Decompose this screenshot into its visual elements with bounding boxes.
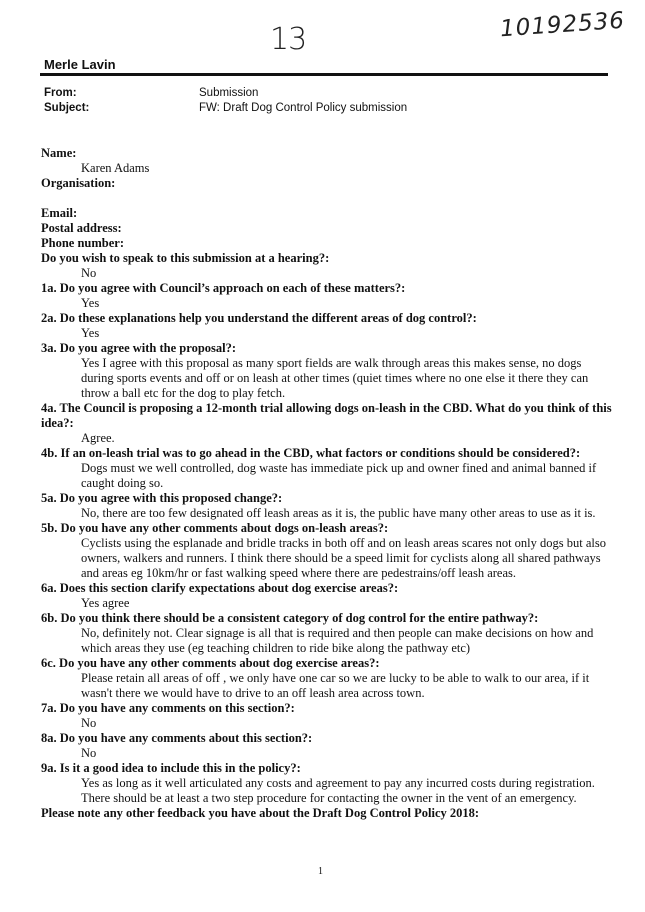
answer-8a: No	[81, 746, 97, 760]
question-hearing: Do you wish to speak to this submission at a hearing?:	[41, 251, 330, 265]
answer-5b: Cyclists using the esplanade and bridle tracks in both off and on leash areas scares not only dogs but also owners, walkers and runners. I think there should be a speed limit for cyclists along all shared pathways and areas eg 10km/hr or fast walking speed where there are pedestrains/off leash areas.	[81, 536, 606, 580]
answer-hearing: No	[81, 266, 97, 280]
name-value: Karen Adams	[81, 161, 150, 175]
answer-6a: Yes agree	[81, 596, 130, 610]
question-7a: 7a. Do you have any comments on this section?:	[41, 701, 295, 715]
organisation-label: Organisation:	[41, 176, 116, 190]
postal-address-label: Postal address:	[41, 221, 122, 235]
subject-label: Subject:	[44, 102, 90, 114]
question-6c: 6c. Do you have any other comments about dog exercise areas?:	[41, 656, 380, 670]
answer-4b: Dogs must we well controlled, dog waste has immediate pick up and owner fined and animal banned if caught doing so.	[81, 461, 597, 490]
handwritten-document-id: 10192536	[499, 7, 626, 43]
final-feedback-prompt: Please note any other feedback you have about the Draft Dog Control Policy 2018:	[41, 806, 480, 820]
sender-name: Merle Lavin	[44, 57, 116, 72]
question-6a: 6a. Does this section clarify expectations about dog exercise areas?:	[41, 581, 399, 595]
answer-4a: Agree.	[81, 431, 115, 445]
answer-6b: No, definitely not. Clear signage is all that is required and then people can make decisions on how and which areas they use (eg teaching children to ride bike along the pathway etc)	[81, 626, 594, 655]
question-1a: 1a. Do you agree with Council’s approach on each of these matters?:	[41, 281, 406, 295]
question-6b: 6b. Do you think there should be a consistent category of dog control for the entire pathway?:	[41, 611, 539, 625]
question-3a: 3a. Do you agree with the proposal?:	[41, 341, 237, 355]
phone-number-label: Phone number:	[41, 236, 124, 250]
question-4a: 4a. The Council is proposing a 12-month trial allowing dogs on-leash in the CBD. What do you think of this idea?:	[41, 401, 612, 430]
header-divider	[40, 73, 608, 76]
question-5b: 5b. Do you have any other comments about dogs on-leash areas?:	[41, 521, 389, 535]
answer-2a: Yes	[81, 326, 100, 340]
answer-9a: Yes as long as it well articulated any costs and agreement to pay any incurred costs during registration. There should be at least a two step procedure for contacting the owner in the vent of an emergency.	[81, 776, 595, 805]
answer-5a: No, there are too few designated off leash areas as it is, the public have many other areas to use as it is.	[81, 506, 596, 520]
answer-1a: Yes	[81, 296, 100, 310]
submission-form	[41, 146, 616, 821]
answer-6c: Please retain all areas of off , we only have one car so we are lucky to be able to walk to our area, if it wasn't there we would have to drive to an off leash area across town.	[81, 671, 590, 700]
page-footer-number: 1	[318, 866, 323, 877]
question-5a: 5a. Do you agree with this proposed change?:	[41, 491, 283, 505]
handwritten-page-number: 13	[270, 22, 307, 57]
name-label: Name:	[41, 146, 77, 160]
answer-7a: No	[81, 716, 97, 730]
question-2a: 2a. Do these explanations help you understand the different areas of dog control?:	[41, 311, 477, 325]
question-8a: 8a. Do you have any comments about this section?:	[41, 731, 313, 745]
question-4b: 4b. If an on-leash trial was to go ahead in the CBD, what factors or conditions should be considered?:	[41, 446, 581, 460]
spacer	[41, 191, 616, 206]
question-9a: 9a. Is it a good idea to include this in the policy?:	[41, 761, 301, 775]
from-label: From:	[44, 87, 77, 99]
subject-value: FW: Draft Dog Control Policy submission	[199, 102, 408, 114]
from-value: Submission	[199, 87, 259, 99]
answer-3a: Yes I agree with this proposal as many sport fields are walk through areas this makes sense, no dogs during sports events and off or on leash at other times (quiet times where no one else it there they can throw a ball etc for the dog to play fetch.	[81, 356, 589, 400]
email-label: Email:	[41, 206, 78, 220]
